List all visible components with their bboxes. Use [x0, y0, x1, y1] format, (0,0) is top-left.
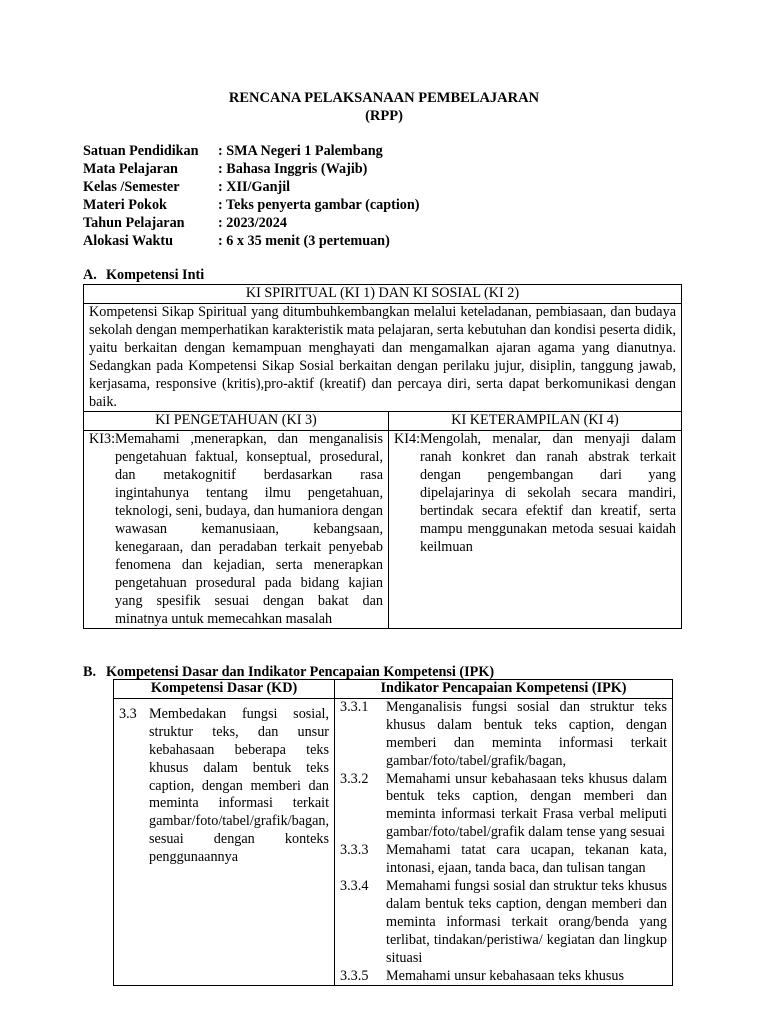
ipk-text: Memahami unsur kebahasaan teks khusus dalam bentuk teks caption, dengan memberi dan meminta informasi terkait Frasa verbal meliputi gambar/foto/tabel/grafik dalam tense yang sesuai	[386, 770, 667, 841]
identity-label: Kelas /Semester	[83, 179, 180, 195]
identity-value: : 2023/2024	[218, 215, 287, 231]
identity-value: : Teks penyerta gambar (caption)	[218, 197, 420, 213]
section-letter: B.	[83, 664, 97, 680]
ki4-cell	[389, 431, 682, 629]
ipk-number: 3.3.1	[340, 698, 369, 715]
ipk-number: 3.3.2	[340, 770, 369, 787]
identity-value: : SMA Negeri 1 Palembang	[218, 143, 383, 159]
ipk-cell	[335, 698, 673, 986]
identity-row-satuan	[83, 142, 420, 160]
document-subtitle: (RPP)	[365, 108, 403, 124]
kd-number: 3.3	[119, 705, 137, 722]
ipk-item	[340, 771, 667, 843]
ipk-text: Menganalisis fungsi sosial dan struktur teks khusus dalam bentuk teks caption, dengan memberi dan meminta informasi terkait gambar/foto/tabel/grafik/bagan,	[386, 698, 667, 769]
ki4-code: KI4:	[394, 431, 421, 448]
identity-value: : Bahasa Inggris (Wajib)	[218, 161, 368, 177]
identity-row-materi	[83, 196, 420, 214]
section-title: Kompetensi Inti	[106, 267, 205, 283]
kompetensi-inti-table	[83, 284, 682, 629]
ipk-item	[340, 699, 667, 771]
ipk-item	[340, 842, 667, 878]
kd-header: Kompetensi Dasar (KD)	[114, 680, 335, 699]
ki4-text: Mengolah, menalar, dan menyaji dalam ranah konkret dan ranah abstrak terkait dengan pengembangan dari yang dipelajarinya di sekolah secara mandiri, bertindak secara efektif dan kreatif, serta mampu menggunakan metoda sesuai kaidah keilmuan	[420, 431, 676, 555]
identity-label: Satuan Pendidikan	[83, 143, 199, 159]
section-a-heading	[83, 266, 204, 284]
ki3-text: Memahami ,menerapkan, dan menganalisis pengetahuan faktual, konseptual, prosedural, dan metakognitif berdasarkan rasa ingintahunya tentang ilmu pengetahuan, teknologi, seni, budaya, dan humaniora dengan wawasan kemanusiaan, kebangsaan, kenegaraan, dan peradaban terkait penyebab fenomena dan kejadian, serta menerapkan pengetahuan prosedural pada bidang kajian yang spesifik sesuai dengan bakat dan minatnya untuk memecahkan masalah	[115, 431, 383, 627]
ki-spiritual-text: Kompetensi Sikap Spiritual yang ditumbuhkembangkan melalui keteladanan, pembiasaan, dan budaya sekolah dengan memperhatikan karakteristik mata pelajaran, serta kebutuhan dan kondisi peserta didik, yaitu berkaitan dengan kemampuan menghayati dan mengamalkan ajaran agama yang dianutnya. Sedangkan pada Kompetensi Sikap Sosial berkaitan dengan perilaku jujur, disiplin, tanggung jawab, kerjasama, responsive (kritis),pro-aktif (kreatif) dan percaya diri, serta dapat berkomunikasi dengan baik.	[84, 304, 682, 412]
ipk-header: Indikator Pencapaian Kompetensi (IPK)	[335, 680, 673, 699]
ki4-header: KI KETERAMPILAN (KI 4)	[389, 412, 682, 431]
section-letter: A.	[83, 267, 97, 283]
ipk-number: 3.3.4	[340, 877, 369, 894]
identity-label: Alokasi Waktu	[83, 233, 174, 249]
identity-value: : XII/Ganjil	[218, 179, 291, 195]
ipk-item	[340, 878, 667, 968]
identity-row-kelas	[83, 178, 420, 196]
ipk-text: Memahami fungsi sosial dan struktur teks khusus dalam bentuk teks caption, dengan memberi dan meminta informasi terkait orang/benda yang terlibat, tindakan/peristiwa/ kegiatan dan lingkup situasi	[386, 877, 667, 966]
ki3-cell	[84, 431, 389, 629]
document-title: RENCANA PELAKSANAAN PEMBELAJARAN	[228, 90, 540, 106]
ki3-header: KI PENGETAHUAN (KI 3)	[84, 412, 389, 431]
ipk-item	[340, 968, 667, 986]
identity-value: : 6 x 35 menit (3 pertemuan)	[218, 233, 390, 249]
identity-row-mapel	[83, 160, 420, 178]
ipk-text: Memahami unsur kebahasaan teks khusus	[386, 967, 625, 984]
ki-spiritual-header: KI SPIRITUAL (KI 1) DAN KI SOSIAL (KI 2)	[84, 285, 682, 304]
identity-row-alokasi	[83, 232, 420, 250]
kd-ipk-table	[113, 679, 673, 986]
ki3-code: KI3:	[89, 431, 116, 448]
identity-block	[83, 142, 420, 250]
ipk-text: Memahami tatat cara ucapan, tekanan kata, intonasi, ejaan, tanda baca, dan tulisan tangan	[386, 842, 667, 877]
identity-row-tahun	[83, 214, 420, 232]
identity-label: Materi Pokok	[83, 197, 167, 213]
section-title: Kompetensi Dasar dan Indikator Pencapaian Kompetensi (IPK)	[106, 664, 495, 680]
ipk-number: 3.3.5	[340, 967, 369, 984]
ipk-number: 3.3.3	[340, 842, 369, 859]
identity-label: Mata Pelajaran	[83, 161, 178, 177]
identity-label: Tahun Pelajaran	[83, 215, 185, 231]
kd-cell	[114, 698, 335, 986]
kd-text: Membedakan fungsi sosial, struktur teks, dan unsur kebahasaan beberapa teks khusus dalam bentuk teks caption, dengan memberi dan meminta informasi terkait gambar/foto/tabel/grafik/bagan, sesuai dengan konteks penggunaannya	[149, 705, 330, 866]
